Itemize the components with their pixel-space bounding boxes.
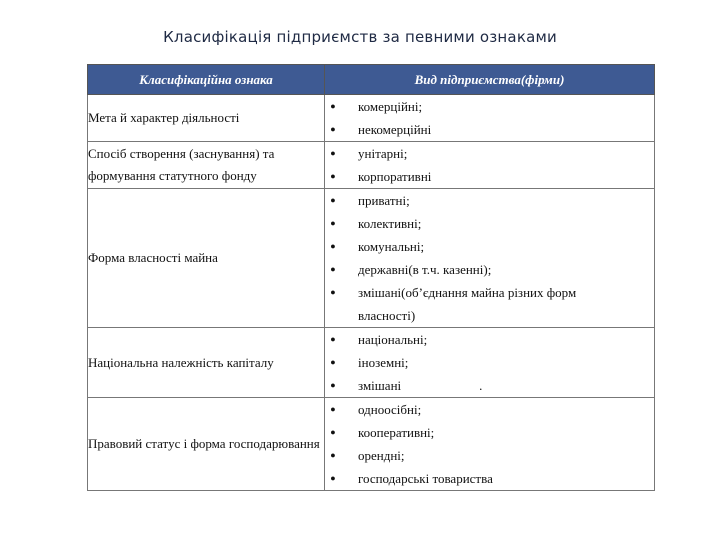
list-item	[325, 189, 654, 212]
bullet-icon: ●	[330, 473, 336, 483]
bullet-icon: ●	[330, 218, 336, 228]
bullet-icon: ●	[330, 427, 336, 437]
types-list	[325, 189, 654, 327]
bullet-icon: ●	[330, 334, 336, 344]
list-item	[325, 444, 654, 467]
bullet-icon: ●	[330, 195, 336, 205]
table-row	[88, 398, 655, 491]
table-row	[88, 142, 655, 189]
types-cell	[325, 189, 655, 328]
list-item	[325, 351, 654, 374]
type-label: змішані(об’єднання майна різних форм	[358, 285, 577, 300]
type-label: комунальні;	[358, 239, 425, 254]
list-item	[325, 165, 654, 188]
types-list	[325, 95, 654, 141]
feature-cell: Мета й характер діяльності	[88, 95, 325, 142]
list-item	[325, 328, 654, 351]
list-item	[325, 95, 654, 118]
bullet-icon: ●	[330, 264, 336, 274]
bullet-icon: ●	[330, 287, 336, 297]
bullet-icon: ●	[330, 171, 336, 181]
classification-table	[87, 64, 655, 491]
bullet-icon: ●	[330, 380, 336, 390]
bullet-icon: ●	[330, 124, 336, 134]
list-item	[325, 235, 654, 258]
bullet-icon: ●	[330, 241, 336, 251]
slide-title: Класифікація підприємств за певними ознаками	[163, 28, 557, 46]
list-item	[325, 258, 654, 281]
column-header-feature: Класифікаційна ознака	[88, 65, 325, 95]
type-label: одноосібні;	[358, 402, 422, 417]
types-list	[325, 142, 654, 188]
types-cell	[325, 328, 655, 398]
bullet-icon: ●	[330, 357, 336, 367]
list-item	[325, 118, 654, 141]
type-label: кооперативні;	[358, 425, 435, 440]
type-label: змішані .	[358, 378, 483, 393]
list-item	[325, 374, 654, 397]
bullet-icon: ●	[330, 404, 336, 414]
types-list	[325, 398, 654, 490]
type-label: іноземні;	[358, 355, 409, 370]
type-label: колективні;	[358, 216, 422, 231]
type-label: приватні;	[358, 193, 410, 208]
type-label: орендні;	[358, 448, 405, 463]
list-item-continuation	[325, 304, 654, 327]
list-item	[325, 212, 654, 235]
type-label: господарські товариства	[358, 471, 493, 486]
list-item	[325, 142, 654, 165]
type-label: унітарні;	[358, 146, 408, 161]
type-label: власності)	[358, 308, 416, 323]
types-cell	[325, 142, 655, 189]
bullet-icon: ●	[330, 148, 336, 158]
feature-cell: Правовий статус і форма господарювання	[88, 398, 325, 491]
type-label: некомерційні	[358, 122, 432, 137]
table-row	[88, 95, 655, 142]
type-label: корпоративні	[358, 169, 432, 184]
type-label: державні(в т.ч. казенні);	[358, 262, 492, 277]
types-list	[325, 328, 654, 397]
table-row	[88, 328, 655, 398]
type-label: комерційні;	[358, 99, 423, 114]
table-row	[88, 189, 655, 328]
list-item	[325, 398, 654, 421]
list-item	[325, 281, 654, 304]
type-label: національні;	[358, 332, 428, 347]
feature-cell: Національна належність капіталу	[88, 328, 325, 398]
types-cell	[325, 95, 655, 142]
feature-cell: Форма власності майна	[88, 189, 325, 328]
feature-cell: Спосіб створення (заснування) та формування статутного фонду	[88, 142, 325, 189]
list-item	[325, 467, 654, 490]
column-header-type: Вид підприємства(фірми)	[325, 65, 655, 95]
table-header-row	[88, 65, 655, 95]
bullet-icon: ●	[330, 101, 336, 111]
bullet-icon: ●	[330, 450, 336, 460]
types-cell	[325, 398, 655, 491]
list-item	[325, 421, 654, 444]
